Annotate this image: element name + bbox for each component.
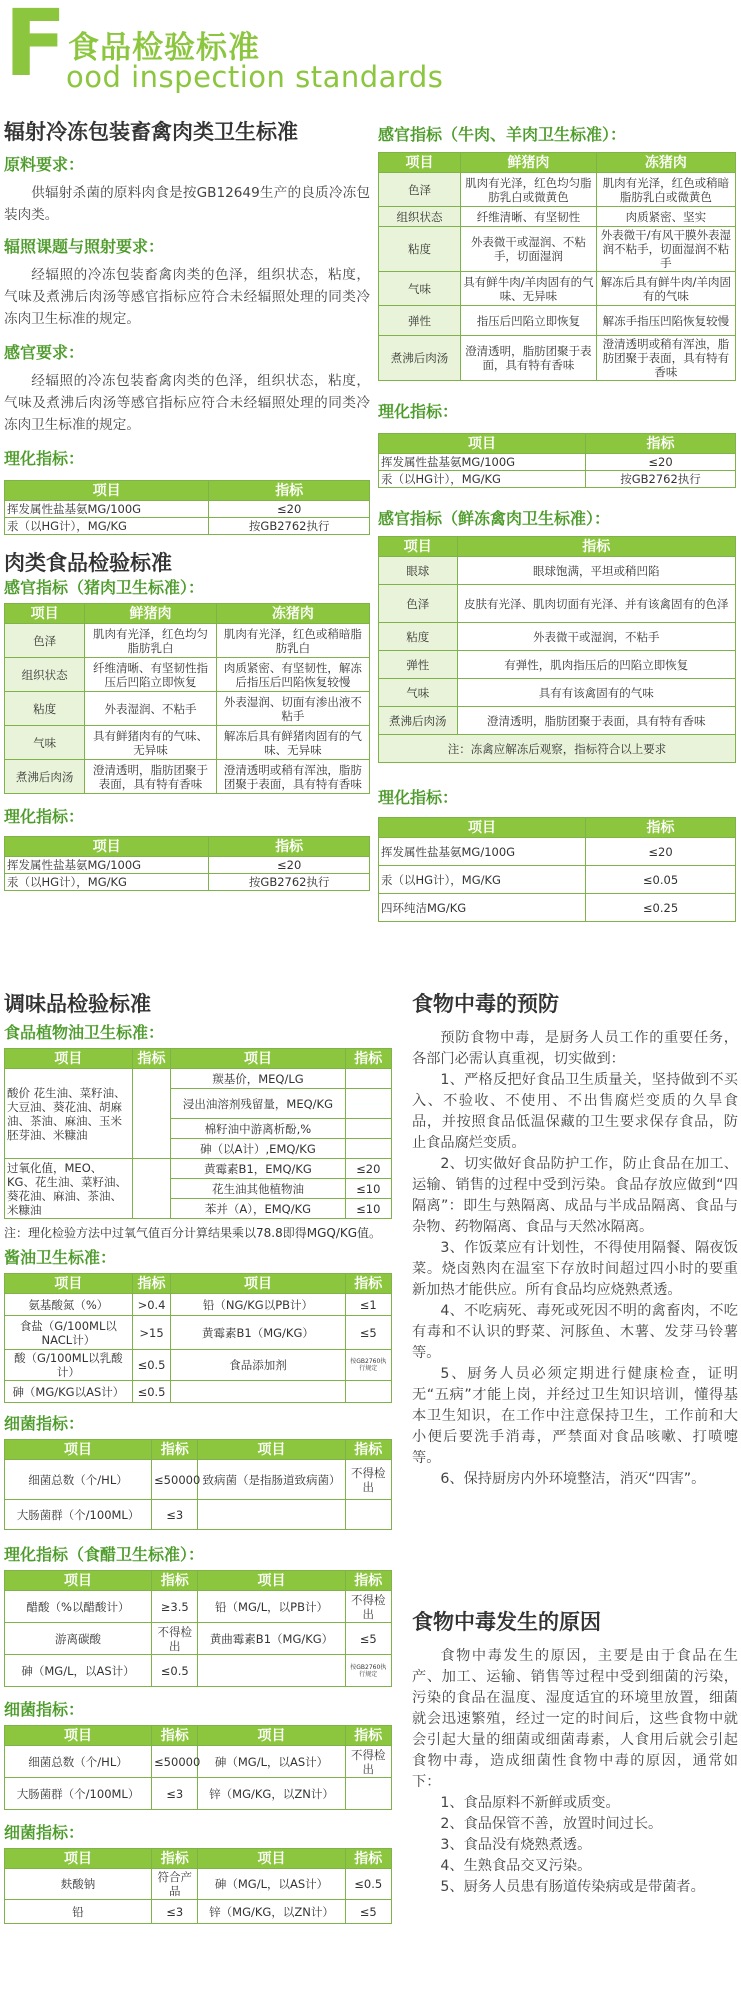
table-cell — [198, 1655, 345, 1687]
table-header: 冻猪肉 — [216, 604, 369, 624]
table-header: 指标 — [345, 1440, 391, 1460]
table-cell: 砷（MG/KG以AS计） — [5, 1381, 133, 1403]
table-cell: 肉质紧密、坚实 — [596, 207, 735, 227]
table-header: 项目 — [5, 1440, 152, 1460]
table-cell: 按GB2760执行规定 — [345, 1350, 391, 1381]
list-item: 3、食品没有烧熟煮透。 — [440, 1837, 592, 1853]
table-cell: 麸酸钠 — [5, 1869, 152, 1900]
table-header: 项目 — [171, 1274, 345, 1294]
table-cell: 不得检出 — [152, 1623, 198, 1655]
paragraph: 1、严格反把好食品卫生质量关，坚持做到不买入、不验收、不使用、不出售腐烂变质的久旱食品，并按照食品低温保藏的卫生要求保存食品，防止食品腐烂变质。 — [412, 1072, 738, 1151]
table-cell: ≤0.25 — [586, 894, 736, 922]
table-cell: 不得检出 — [345, 1746, 391, 1778]
table-cell: ≤50000 — [152, 1746, 198, 1778]
table-cell: ≤1 — [345, 1294, 391, 1316]
table-cell: 砷（MG/L，以AS计） — [198, 1869, 345, 1900]
table-cell: 解冻后具有鲜牛肉/羊肉固有的气味 — [596, 272, 735, 306]
subheading: 理化指标（食醋卫生标准）： — [4, 1545, 205, 1564]
table-header: 项目 — [5, 1049, 133, 1069]
table-cell: 过氧化值，MEO、KG、花生油、菜籽油、葵花油、麻油、茶油、米糠油 — [5, 1159, 133, 1219]
table-cell: 指压后凹陷立即恢复 — [461, 306, 597, 336]
table-cell: 不得检出 — [345, 1591, 391, 1623]
section-condiments — [4, 990, 392, 1924]
table-cell: 苯并（A），EMQ/KG — [171, 1199, 345, 1219]
subheading: 酱油卫生标准： — [4, 1248, 117, 1267]
table-cell: 解冻手指压凹陷恢复较慢 — [596, 306, 735, 336]
table-header: 指标 — [152, 1849, 198, 1869]
table-cell: 大肠菌群（个/100ML） — [5, 1778, 152, 1810]
subheading: 感官指标（鲜冻禽肉卫生标准）： — [378, 509, 611, 528]
list-item: 5、厨务人员患有肠道传染病或是带菌者。 — [440, 1879, 705, 1895]
table-cell: 按GB2762执行 — [209, 518, 370, 535]
table-cell: 挥发属性盐基氨MG/100G — [379, 838, 586, 866]
table-cell: 按GB2762执行 — [586, 471, 736, 488]
table-cell: ≤3 — [152, 1778, 198, 1810]
logo — [4, 0, 484, 97]
table-cell: 细菌总数（个/HL） — [5, 1460, 152, 1500]
table-header: 项目 — [379, 818, 586, 838]
table-cell: 砷（MG/L，以AS计） — [5, 1655, 152, 1687]
table-cell: 气味 — [5, 726, 85, 760]
table-cell: 肌肉有光泽，红色均匀脂肪乳白 — [85, 624, 216, 658]
table-cell: 澄清透明或稍有浑浊，脂肪团聚于表面，具有特有香味 — [216, 760, 369, 794]
table-cell — [132, 1159, 171, 1219]
soy-table — [4, 1273, 392, 1403]
table-cell: 氨基酸氮（%） — [5, 1294, 133, 1316]
table-header: 指标 — [132, 1049, 171, 1069]
table-header: 项目 — [5, 837, 209, 857]
table-cell: 酸（G/100ML以乳酸计） — [5, 1350, 133, 1381]
table-cell: 纤维清晰、有坚韧性指压后凹陷立即恢复 — [85, 658, 216, 692]
table-header: 冻猪肉 — [596, 153, 735, 173]
table-cell: 锌（MG/KG，以ZN计） — [198, 1900, 345, 1924]
table-cell: ≥3.5 — [152, 1591, 198, 1623]
table-cell: ≤3 — [152, 1900, 198, 1924]
logo-title-cn: 食品检验标准 — [68, 30, 260, 66]
vinegar-table — [4, 1570, 392, 1687]
subheading: 细菌指标： — [4, 1700, 85, 1719]
table-cell: 有弹性，肌肉指压后的凹陷立即恢复 — [457, 651, 735, 679]
table-cell: 锌（MG/KG，以ZN计） — [198, 1778, 345, 1810]
table-cell: ≤0.5 — [345, 1869, 391, 1900]
bacteria-table — [4, 1725, 392, 1810]
subheading: 细菌指标： — [4, 1414, 85, 1433]
table-header: 项目 — [379, 434, 586, 454]
list-item: 4、生熟食品交叉污染。 — [440, 1858, 592, 1874]
table-cell: 致病菌（是指肠道致病菌） — [198, 1460, 345, 1500]
table-header: 指标 — [586, 434, 736, 454]
table-cell: ≤10 — [345, 1199, 391, 1219]
oil-table — [4, 1048, 392, 1219]
table-header: 项目 — [198, 1726, 345, 1746]
table-cell: 游离碳酸 — [5, 1623, 152, 1655]
table-header: 指标 — [152, 1440, 198, 1460]
table-cell: ≤50000 — [152, 1460, 198, 1500]
table-note: 注：冻禽应解冻后观察，指标符合以上要求 — [379, 735, 736, 763]
subheading: 辐照课题与照射要求： — [4, 237, 165, 256]
table-cell: 眼球 — [379, 557, 458, 585]
table-cell: 按GB2762执行 — [209, 874, 370, 891]
paragraph: 6、保持厨房内外环境整洁，消灭“四害”。 — [440, 1471, 706, 1487]
table-cell: 纤维清晰、有坚韧性 — [461, 207, 597, 227]
subheading: 理化指标： — [4, 449, 85, 468]
table-header: 指标 — [152, 1571, 198, 1591]
table-cell: ≤20 — [209, 857, 370, 874]
table-cell — [345, 1778, 391, 1810]
subheading: 原料要求： — [4, 155, 85, 174]
table-cell: 酸价 花生油、菜籽油、大豆油、葵花油、胡麻油、茶油、麻油、玉米胚芽油、米糠油 — [5, 1069, 133, 1159]
table-cell: 四环纯洁MG/KG — [379, 894, 586, 922]
paragraph: 经辐照的冷冻包装畜禽肉类的色泽，组织状态，粘度，气味及煮沸后肉汤等感官指标应符合未经辐照处理的同类冷冻肉卫生标准的规定。 — [4, 373, 370, 433]
table-cell — [345, 1381, 391, 1403]
subheading: 理化指标： — [378, 402, 459, 421]
table-cell: 煮沸后肉汤 — [379, 707, 458, 735]
table-cell: 按GB2760执行规定 — [345, 1655, 391, 1687]
table-cell: 铅（NG/KG以PB计） — [171, 1294, 345, 1316]
table-cell — [171, 1381, 345, 1403]
table-cell: 煮沸后肉汤 — [5, 760, 85, 794]
table-header: 项目 — [5, 1849, 152, 1869]
table-header: 指标 — [586, 818, 736, 838]
chem-table — [378, 433, 736, 488]
table-cell: ≤5 — [345, 1623, 391, 1655]
table-cell: 汞（以HG计），MG/KG — [379, 471, 586, 488]
table-cell: 煮沸后肉汤 — [379, 336, 461, 381]
table-cell: >15 — [132, 1316, 171, 1350]
table-header: 项目 — [5, 1274, 133, 1294]
poultry-sense-table — [378, 536, 736, 763]
table-cell — [345, 1069, 391, 1089]
table-cell: 黄霉素B1，EMQ/KG — [171, 1159, 345, 1179]
paragraph: 2、切实做好食品防护工作，防止食品在加工、运输、销售的过程中受到污染。食品存放应做到“四隔离”：即生与熟隔离、成品与半成品隔离、食品与杂物、药物隔离、食品与天然冰隔离。 — [412, 1156, 738, 1235]
table-cell: 汞（以HG计），MG/KG — [379, 866, 586, 894]
table-cell: 不得检出 — [345, 1460, 391, 1500]
logo-title-en: ood inspection standards — [66, 60, 444, 94]
table-cell: 挥发属性盐基氨MG/100G — [5, 501, 209, 518]
table-header: 项目 — [198, 1849, 345, 1869]
table-header: 项目 — [5, 1726, 152, 1746]
section-beef-mutton — [378, 124, 736, 922]
table-cell: 弹性 — [379, 306, 461, 336]
table-cell: ≤0.5 — [152, 1655, 198, 1687]
subheading: 感官要求： — [4, 343, 85, 362]
table-cell: 铅（MG/L，以PB计） — [198, 1591, 345, 1623]
table-cell: ≤0.5 — [132, 1381, 171, 1403]
table-cell: 食品添加剂 — [171, 1350, 345, 1381]
table-cell: 具有鲜猪肉有的气味、无异味 — [85, 726, 216, 760]
table-cell: 粘度 — [379, 623, 458, 651]
table-header: 指标 — [345, 1726, 391, 1746]
table-header: 指标 — [209, 481, 370, 501]
table-cell: 符合产品 — [152, 1869, 198, 1900]
subheading: 感官指标（猪肉卫生标准）： — [4, 578, 205, 597]
table-cell: 外表微干或湿润，不粘手 — [457, 623, 735, 651]
table-cell: ≤0.05 — [586, 866, 736, 894]
section-title: 调味品检验标准 — [4, 992, 151, 1016]
table-cell: ≤20 — [586, 838, 736, 866]
section-title: 食物中毒发生的原因 — [412, 1610, 601, 1634]
table-cell: 外表湿润、不粘手 — [85, 692, 216, 726]
paragraph: 预防食物中毒，是厨务人员工作的重要任务，各部门必需认真重视，切实做到： — [412, 1030, 738, 1067]
table-cell — [132, 1069, 171, 1159]
table-cell: 眼球饱满，平坦或稍凹陷 — [457, 557, 735, 585]
table-cell: 澄清透明或稍有浑浊，脂肪团聚于表面，具有特有香味 — [596, 336, 735, 381]
table-cell: 醋酸（%以醋酸计） — [5, 1591, 152, 1623]
bacteria-table — [4, 1439, 392, 1530]
table-cell: ≤5 — [345, 1900, 391, 1924]
table-cell: 黄曲霉素B1（MG/KG） — [198, 1623, 345, 1655]
table-cell: 澄清透明，脂肪团聚于表面，具有特有香味 — [85, 760, 216, 794]
table-cell: 砷（MG/L，以AS计） — [198, 1746, 345, 1778]
table-cell: 砷（以A计）,EMQ/KG — [171, 1139, 345, 1159]
list-item: 1、食品原料不新鲜或质变。 — [440, 1795, 620, 1811]
table-cell: 组织状态 — [5, 658, 85, 692]
table-cell: ≤20 — [209, 501, 370, 518]
table-cell: 色泽 — [379, 173, 461, 207]
table-cell — [198, 1500, 345, 1530]
section-poisoning-causes — [412, 1608, 738, 1898]
table-cell: 肉质紧密、有坚韧性，解冻后指压后凹陷恢复较慢 — [216, 658, 369, 692]
pork-sense-table — [4, 603, 370, 794]
table-cell: 具有鲜牛肉/羊肉固有的气味、无异味 — [461, 272, 597, 306]
table-cell: 气味 — [379, 272, 461, 306]
table-header: 项目 — [379, 153, 461, 173]
table-cell: ≤0.5 — [132, 1350, 171, 1381]
table-cell: 澄清透明，脂肪团聚于表面，具有特有香味 — [461, 336, 597, 381]
table-cell: 食盐（G/100ML以NACL计） — [5, 1316, 133, 1350]
table-header: 项目 — [198, 1571, 345, 1591]
table-cell: 细菌总数（个/HL） — [5, 1746, 152, 1778]
table-cell: 肌肉有光泽，红色均匀脂肪乳白或微黄色 — [461, 173, 597, 207]
table-header: 指标 — [132, 1274, 171, 1294]
table-cell — [345, 1500, 391, 1530]
table-header: 项目 — [198, 1440, 345, 1460]
chem-table — [4, 836, 370, 891]
table-cell: 粘度 — [5, 692, 85, 726]
table-header: 指标 — [152, 1726, 198, 1746]
section-title: 辐射冷冻包装畜禽肉类卫生标准 — [4, 120, 298, 144]
section-title: 食物中毒的预防 — [412, 992, 559, 1016]
table-cell: 汞（以HG计），MG/KG — [5, 518, 209, 535]
table-cell: 解冻后具有鲜猪肉固有的气味、无异味 — [216, 726, 369, 760]
table-header: 项目 — [5, 604, 85, 624]
table-header: 指标 — [457, 537, 735, 557]
table-cell: 肌肉有光泽，红色或稍暗脂肪乳白 — [216, 624, 369, 658]
chem-table — [4, 480, 370, 535]
table-cell: 铅 — [5, 1900, 152, 1924]
table-cell: 气味 — [379, 679, 458, 707]
table-cell: 外表湿润、切面有渗出液不粘手 — [216, 692, 369, 726]
list-item: 2、食品保管不善，放置时间过长。 — [440, 1816, 663, 1832]
table-cell: 弹性 — [379, 651, 458, 679]
table-header: 项目 — [5, 1571, 152, 1591]
table-cell: ≤20 — [586, 454, 736, 471]
table-cell — [345, 1119, 391, 1139]
table-cell: >0.4 — [132, 1294, 171, 1316]
paragraph: 4、不吃病死、毒死或死因不明的禽畜肉，不吃有毒和不认识的野菜、河豚鱼、木薯、发芽马铃薯等。 — [412, 1303, 738, 1361]
oil-note: 注：理化检验方法中过氧气值百分计算结果乘以78.8即得MGQ/KG值。 — [4, 1226, 382, 1240]
table-cell: 皮肤有光泽、肌肉切面有光泽、并有该禽固有的色泽 — [457, 585, 735, 623]
table-cell: 大肠菌群（个/100ML） — [5, 1500, 152, 1530]
table-cell: 组织状态 — [379, 207, 461, 227]
table-cell: ≤5 — [345, 1316, 391, 1350]
table-cell: 外表微干或湿润、不粘手，切面湿润 — [461, 227, 597, 272]
table-header: 项目 — [171, 1049, 345, 1069]
paragraph: 食物中毒发生的原因，主要是由于食品在生产、加工、运输、销售等过程中受到细菌的污染，污染的食品在温度、湿度适宜的环境里放置，细菌就会迅速繁殖，经过一定的时间后，这些食物中就会引起大量的细菌或细菌毒素，人食用后就会引起食物中毒，造成细菌性食物中毒的原因，通常如下： — [412, 1648, 738, 1790]
section-poisoning-prevention — [412, 990, 738, 1490]
table-cell: 挥发属性盐基氨MG/100G — [5, 857, 209, 874]
table-cell: 羰基价，MEQ/LG — [171, 1069, 345, 1089]
section-irradiated-meat — [4, 118, 370, 891]
table-cell: 外表微干/有风干膜外表湿润不粘手，切面湿润不粘手 — [596, 227, 735, 272]
table-cell: 具有有该禽固有的气味 — [457, 679, 735, 707]
subheading: 理化指标： — [378, 788, 459, 807]
logo-letter: F — [4, 0, 67, 97]
table-cell: ≤3 — [152, 1500, 198, 1530]
table-header: 指标 — [209, 837, 370, 857]
table-cell: 挥发属性盐基氨MG/100G — [379, 454, 586, 471]
subheading: 细菌指标： — [4, 1823, 85, 1842]
subheading: 理化指标： — [4, 807, 85, 826]
paragraph: 供辐射杀菌的原料肉食是按GB12649生产的良质冷冻包装肉类。 — [4, 185, 370, 223]
table-cell — [345, 1089, 391, 1119]
bacteria-table — [4, 1848, 392, 1924]
table-header: 指标 — [345, 1849, 391, 1869]
chem-table — [378, 817, 736, 922]
table-cell: 肌肉有光泽，红色或稍暗脂肪乳白或微黄色 — [596, 173, 735, 207]
table-header: 指标 — [345, 1049, 391, 1069]
table-cell: 澄清透明，脂肪团聚于表面，具有特有香味 — [457, 707, 735, 735]
table-header: 指标 — [345, 1571, 391, 1591]
subheading: 感官指标（牛肉、羊肉卫生标准）： — [378, 125, 627, 144]
table-header: 项目 — [379, 537, 458, 557]
table-header: 项目 — [5, 481, 209, 501]
section-title: 肉类食品检验标准 — [4, 551, 172, 575]
table-cell: 棉籽油中游离析酚,% — [171, 1119, 345, 1139]
table-cell: 汞（以HG计），MG/KG — [5, 874, 209, 891]
beef-sense-table — [378, 152, 736, 381]
table-header: 指标 — [345, 1274, 391, 1294]
table-cell: 色泽 — [5, 624, 85, 658]
paragraph: 5、厨务人员必须定期进行健康检查，证明无“五病”才能上岗，并经过卫生知识培训，懂得基本卫生知识，在工作中注意保持卫生，工作前和大小便后要洗手消毒，严禁面对食品咳嗽、打喷嚏等。 — [412, 1366, 738, 1466]
table-header: 鲜猪肉 — [461, 153, 597, 173]
table-header: 鲜猪肉 — [85, 604, 216, 624]
table-cell: ≤20 — [345, 1159, 391, 1179]
table-cell: 花生油其他植物油 — [171, 1179, 345, 1199]
table-cell: 浸出油溶剂残留量，MEQ/KG — [171, 1089, 345, 1119]
table-cell: ≤10 — [345, 1179, 391, 1199]
table-cell: 黄霉素B1（MG/KG） — [171, 1316, 345, 1350]
subheading: 食品植物油卫生标准： — [4, 1023, 165, 1042]
table-cell: 粘度 — [379, 227, 461, 272]
paragraph: 3、作饭菜应有计划性，不得使用隔餐、隔夜饭菜。烧卤熟肉在温室下存放时间超过四小时的要重新加热才能供应。所有食品均应烧熟煮透。 — [412, 1240, 738, 1298]
table-cell: 色泽 — [379, 585, 458, 623]
table-cell — [345, 1139, 391, 1159]
paragraph: 经辐照的冷冻包装畜禽肉类的色泽，组织状态，粘度，气味及煮沸后肉汤等感官指标应符合未经辐照处理的同类冷冻肉卫生标准的规定。 — [4, 267, 370, 327]
